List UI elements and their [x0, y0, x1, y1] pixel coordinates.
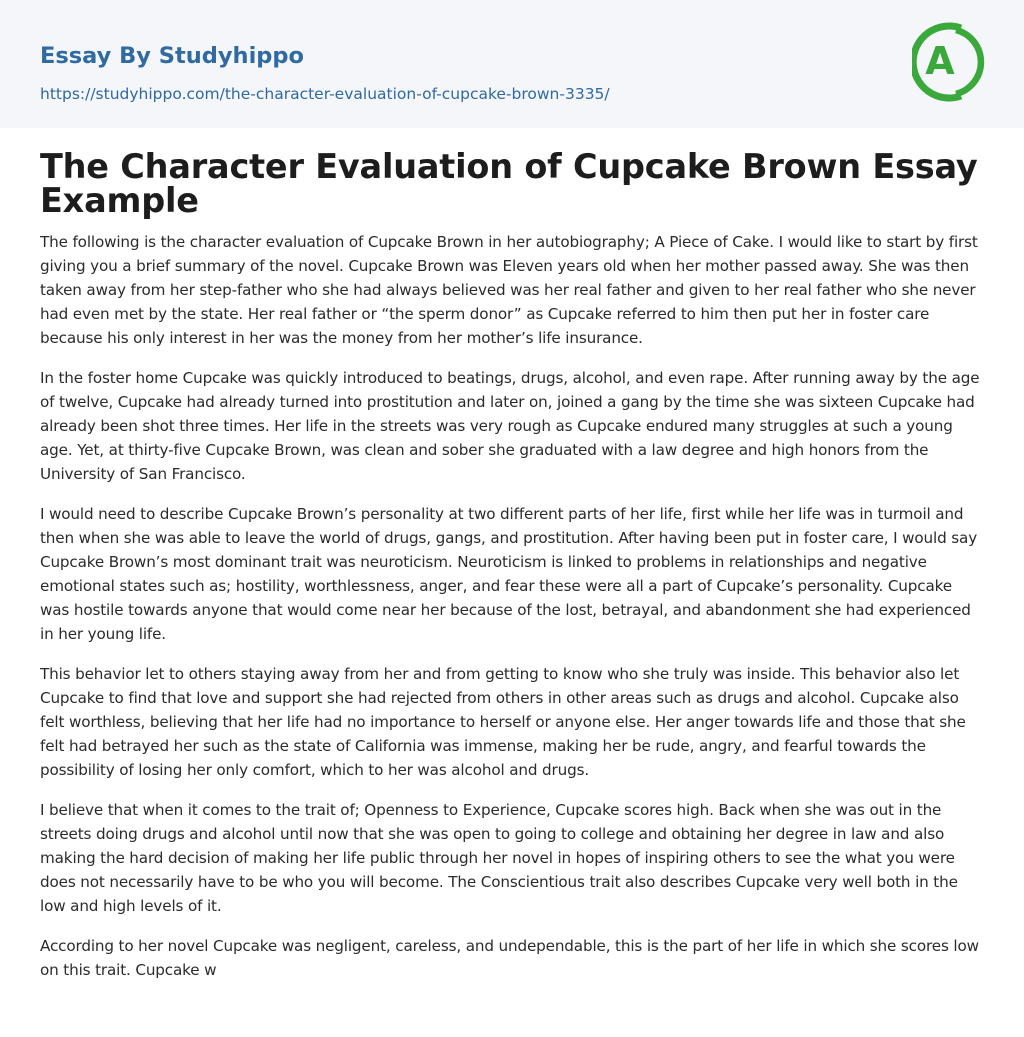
article-title: The Character Evaluation of Cupcake Brown Essay Example	[40, 147, 978, 220]
article-body	[40, 230, 985, 998]
paragraph: In the foster home Cupcake was quickly introduced to beatings, drugs, alcohol, and even rape. After running away by the age of twelve, Cupcake had already turned into prostitution and later on, joined a gang by the time she was sixteen Cupcake had already been shot three times. Her life in the streets was very rough as Cupcake endured many struggles at such a young age. Yet, at thirty-five Cupcake Brown, was clean and sober she graduated with a law degree and high honors from the University of San Francisco.	[40, 369, 980, 483]
studyhippo-logo-icon[interactable]	[912, 18, 988, 106]
paragraph: I believe that when it comes to the trait of; Openness to Experience, Cupcake scores high. Back when she was out in the streets doing drugs and alcohol until now that she was open to going to college and obtaining her degree in law and also making the hard decision of making her life public through her novel in hopes of inspiring others to see the what you were does not necessarily have to be who you will become. The Conscientious trait also describes Cupcake very well both in the low and high levels of it.	[40, 801, 958, 915]
paragraph: I would need to describe Cupcake Brown’s personality at two different parts of her life, first while her life was in turmoil and then when she was able to leave the world of drugs, gangs, and prostitution. After having been put in foster care, I would say Cupcake Brown’s most dominant trait was neuroticism. Neuroticism is linked to problems in relationships and negative emotional states such as; hostility, worthlessness, anger, and fear these were all a part of Cupcake’s personality. Cupcake was hostile towards anyone that would come near her because of the lost, betrayal, and abandonment she had experienced in her young life.	[40, 505, 978, 643]
logo-letter: A	[925, 39, 955, 83]
essay-url-link[interactable]: https://studyhippo.com/the-character-evaluation-of-cupcake-brown-3335/	[40, 85, 610, 103]
paragraph: According to her novel Cupcake was negligent, careless, and undependable, this is the part of her life in which she scores low on this trait. Cupcake w	[40, 937, 979, 979]
brand-title[interactable]: Essay By Studyhippo	[40, 43, 304, 69]
paragraph: The following is the character evaluation of Cupcake Brown in her autobiography; A Piece of Cake. I would like to start by first giving you a brief summary of the novel. Cupcake Brown was Eleven years old when her mother passed away. She was then taken away from her step-father who she had always believed was her real father and given to her real father who she never had even met by the state. Her real father or “the sperm donor” as Cupcake referred to him then put her in foster care because his only interest in her was the money from her mother’s life insurance.	[40, 233, 978, 347]
paragraph: This behavior let to others staying away from her and from getting to know who she truly was inside. This behavior also let Cupcake to find that love and support she had rejected from others in other areas such as drugs and alcohol. Cupcake also felt worthless, believing that her life had no importance to herself or anyone else. Her anger towards life and those that she felt had betrayed her such as the state of California was immense, making her be rude, angry, and fearful towards the possibility of losing her only comfort, which to her was alcohol and drugs.	[40, 665, 966, 779]
site-header	[0, 0, 1024, 128]
